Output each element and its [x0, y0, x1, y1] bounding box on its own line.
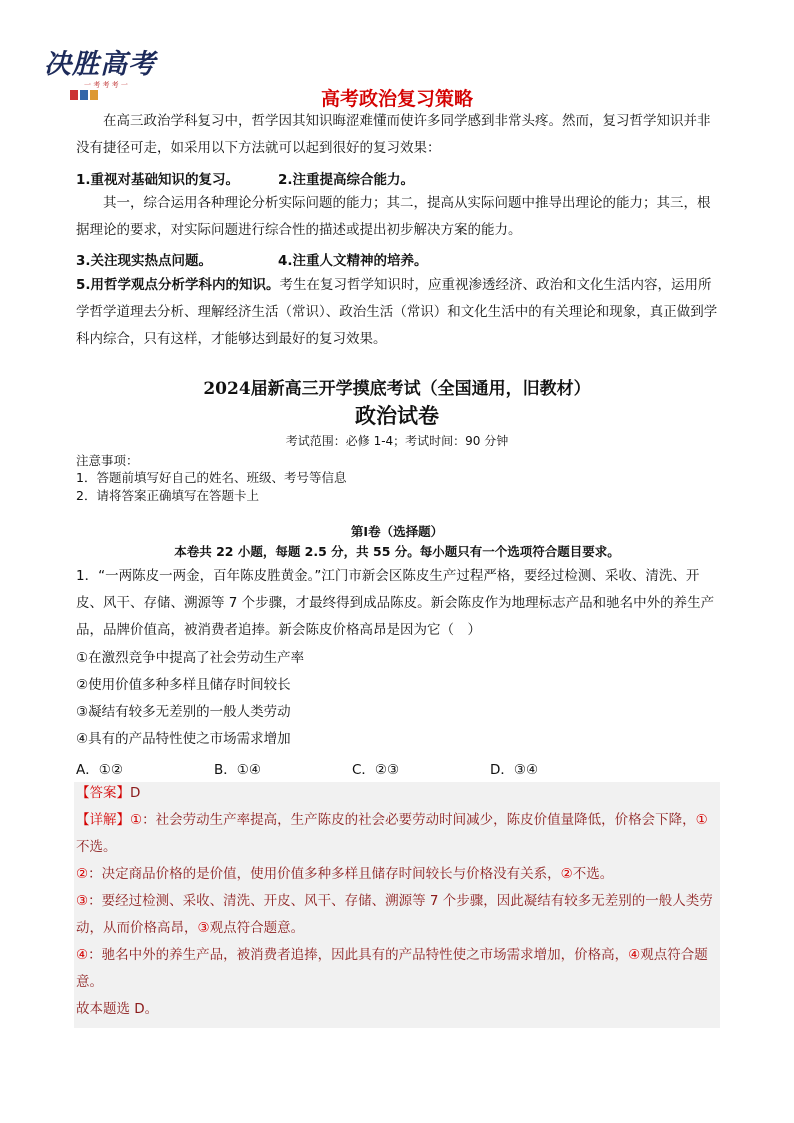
statement-4: ④具有的产品特性使之市场需求增加	[76, 731, 291, 747]
option-c: C．②③	[352, 762, 400, 778]
detail-tag: 【详解】	[76, 812, 130, 828]
conclusion: 故本题选 D。	[76, 1001, 159, 1017]
intro-paragraph: 在高三政治学科复习中，哲学因其知识晦涩难懂而使许多同学感到非常头疼。然而，复习哲学知识并非没有捷径可走，如采用以下方法就可以起到很好的复习效果：	[76, 113, 711, 156]
tip-4: 4.注重人文精神的培养。	[278, 253, 428, 269]
detail-2: ②：决定商品价格的是价值，使用价值多种多样且储存时间较长与价格没有关系，②不选。	[76, 866, 614, 882]
tip-5-head: 5.用哲学观点分析学科内的知识。	[76, 277, 280, 293]
section-description: 本卷共 22 小题，每题 2.5 分，共 55 分。每小题只有一个选项符合题目要求。	[174, 544, 620, 559]
option-d: D．③④	[490, 762, 539, 778]
exam-range: 考试范围：必修 1-4；考试时间：90 分钟	[285, 434, 509, 448]
tip-5-body: 考生在复习哲学知识时，应重视渗透经济、政治和文化生活内容，运用所学哲学道理去分析、理解经济生活（常识）、政治生活（常识）和文化生活中的有关理论和现象，真正做到学科内综合，只有这样，才能够达到最好的复习效果。	[76, 277, 718, 347]
detail-3: ③：要经过检测、采收、清洗、开皮、风干、存储、溯源等 7 个步骤，因此凝结有较多无差别的一般人类劳动，从而价格高昂，③观点符合题意。	[76, 893, 713, 936]
detail-1: 【详解】①：社会劳动生产率提高，生产陈皮的社会必要劳动时间减少，陈皮价值量降低，价格会下降，①不选。	[76, 812, 708, 855]
tip-5	[76, 272, 721, 353]
tip-2-body: 其一，综合运用各种理论分析实际问题的能力；其二，提高从实际问题中推导出理论的能力；其三，根据理论的要求，对实际问题进行综合性的描述或提出初步解决方案的能力。	[76, 195, 711, 238]
logo-subtext: 一 考 考 考 一	[84, 81, 128, 89]
page-title: 高考政治复习策略	[320, 88, 473, 110]
option-a: A．①②	[76, 762, 123, 778]
answer-value: D	[130, 785, 141, 801]
logo-text: 决胜高考	[44, 49, 156, 80]
answer-line	[76, 780, 716, 807]
tip-3: 3.关注现实热点问题。	[76, 253, 213, 269]
detail-4: ④：驰名中外的养生产品，被消费者追捧，因此具有的产品特性使之市场需求增加，价格高，④观点符合题意。	[76, 947, 708, 990]
exam-title: 2024届新高三开学摸底考试（全国通用，旧教材）	[203, 379, 591, 399]
statement-2: ②使用价值多种多样且储存时间较长	[76, 677, 291, 693]
notes-heading: 注意事项：	[76, 453, 139, 468]
exam-subject: 政治试卷	[355, 403, 439, 428]
answer-tag: 【答案】	[76, 785, 130, 801]
note-2: 2．请将答案正确填写在答题卡上	[76, 488, 259, 503]
question-1: 1．“一两陈皮一两金，百年陈皮胜黄金。”江门市新会区陈皮生产过程严格，要经过检测、采收、清洗、开皮、风干、存储、溯源等 7 个步骤，才最终得到成品陈皮。新会陈皮作为地理标志产品和驰名中外的养生产品，品牌价值高，被消费者追捧。新会陈皮价格高昂是因为它（ ）	[76, 568, 715, 638]
statement-3: ③凝结有较多无差别的一般人类劳动	[76, 704, 291, 720]
note-1: 1．答题前填写好自己的姓名、班级、考号等信息	[76, 470, 347, 485]
statement-1: ①在激烈竞争中提高了社会劳动生产率	[76, 650, 305, 666]
tip-2: 2.注重提高综合能力。	[278, 172, 415, 188]
option-b: B．①④	[214, 762, 261, 778]
section-title: 第Ⅰ卷（选择题）	[350, 524, 444, 539]
tip-1: 1.重视对基础知识的复习。	[76, 172, 240, 188]
